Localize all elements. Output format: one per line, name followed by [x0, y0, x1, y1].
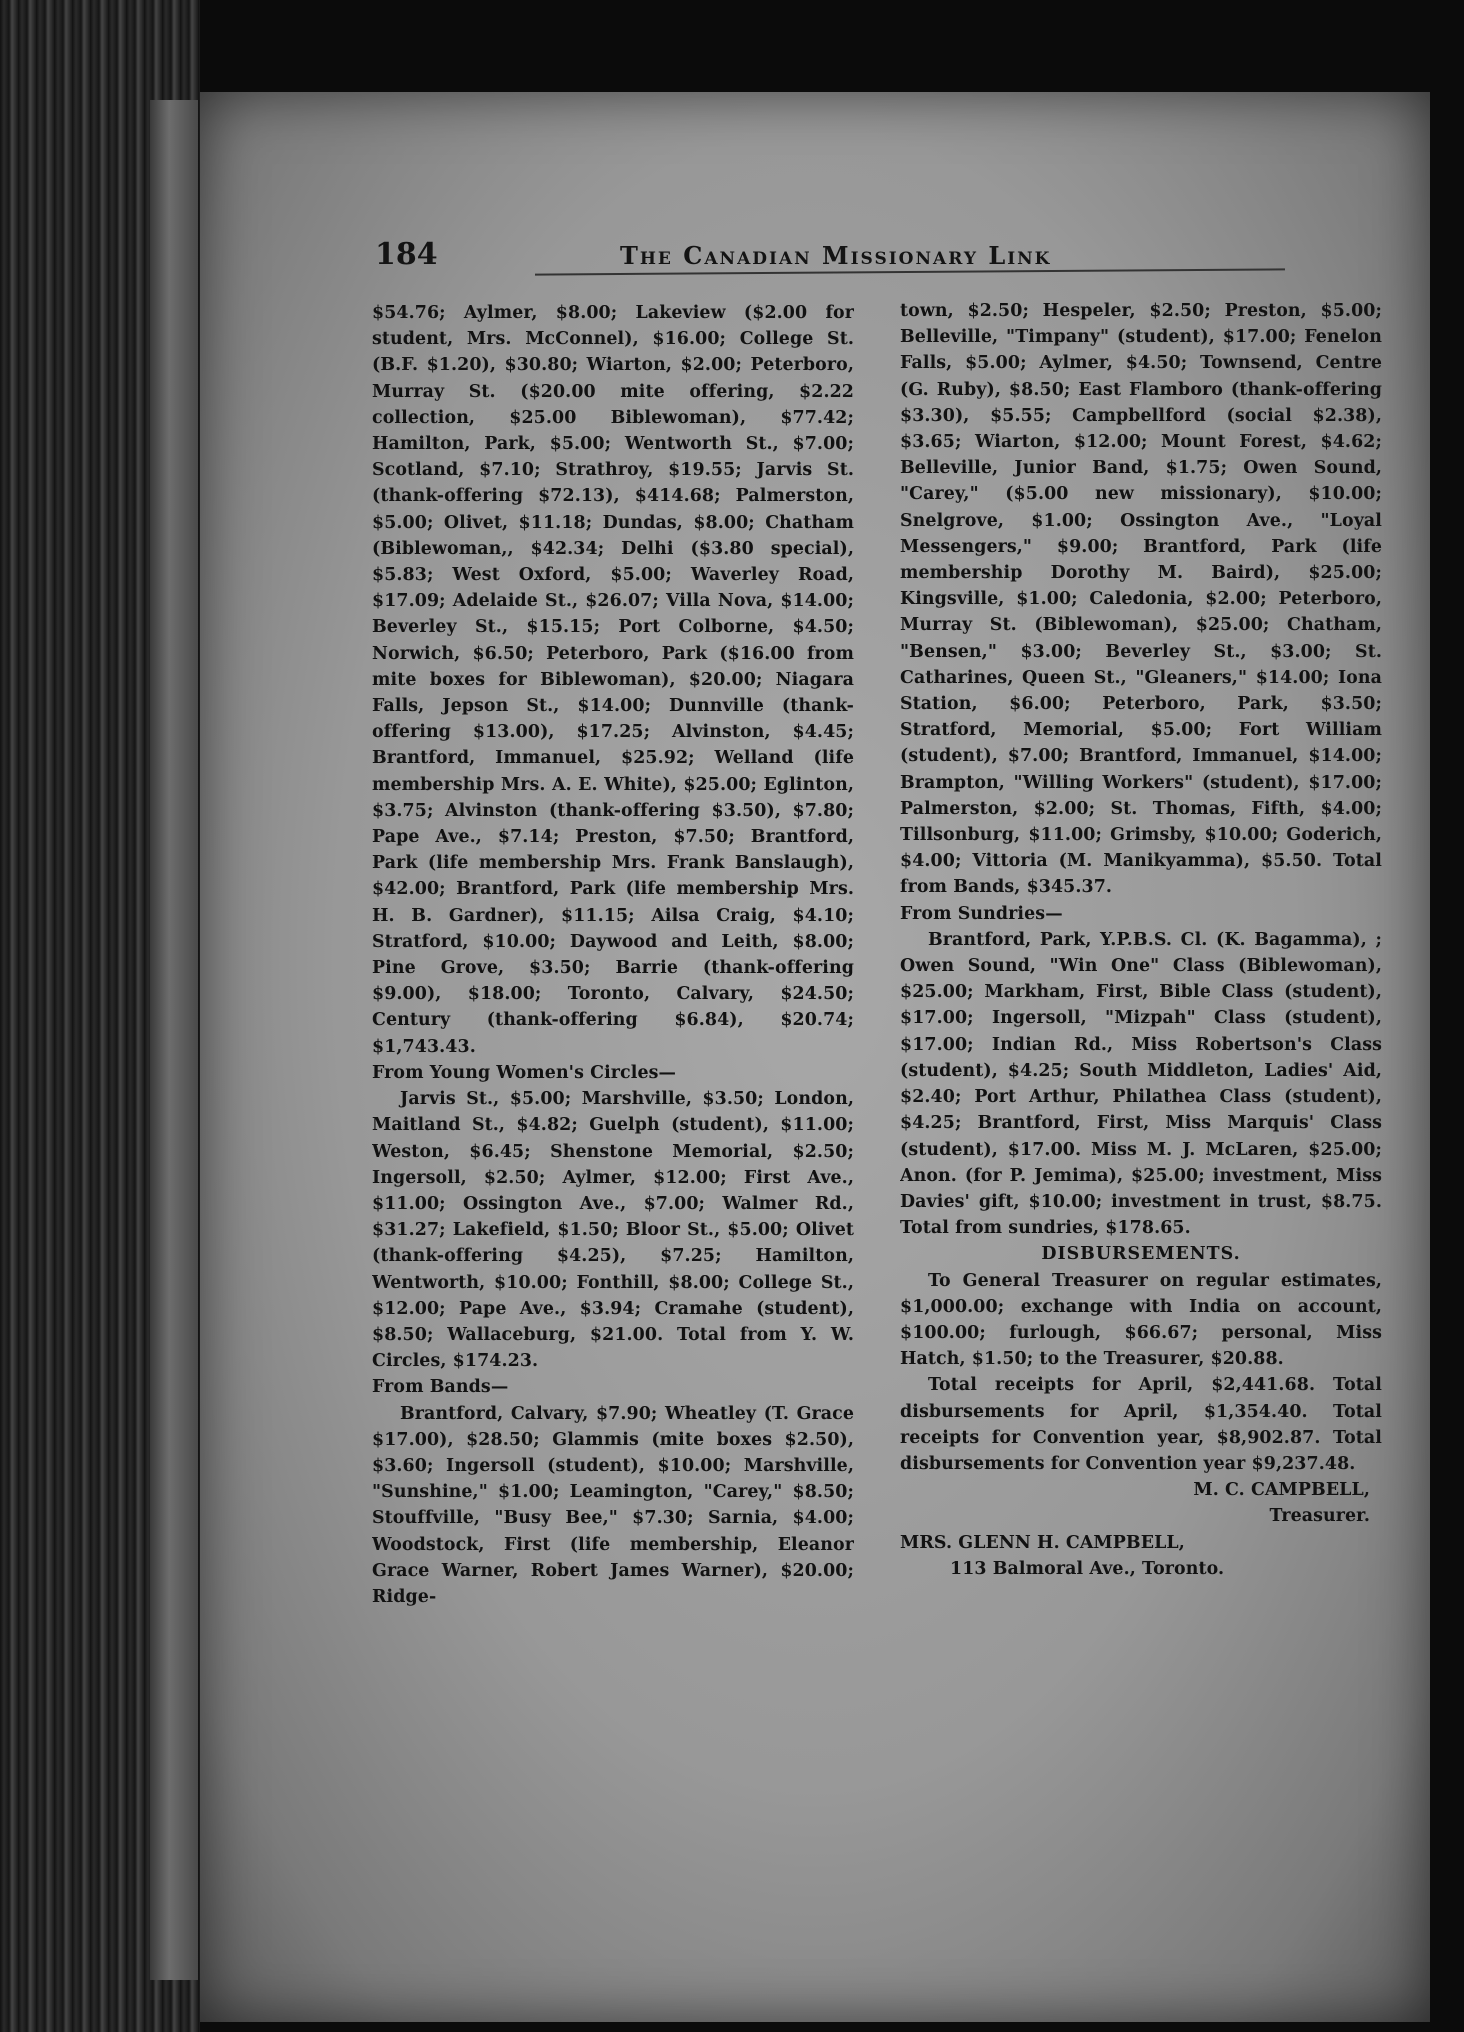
disbursements-paragraph: To General Treasurer on regular estimates, $1,000.00; exchange with India on account, $100.00; furlough, $66.67; personal, Miss Hatch, $1.50; to the Treasurer, $20.88.	[900, 1270, 1382, 1370]
address-line: 113 Balmoral Ave., Toronto.	[950, 1558, 1225, 1579]
sundries-heading: From Sundries—	[900, 903, 1063, 924]
churches-contributions-paragraph: $54.76; Aylmer, $8.00; Lakeview ($2.00 for student, Mrs. McConnel), $16.00; College St. (B.F. $1.20), $30.80; Wiarton, $2.00; Peterboro, Murray St. ($20.00 mite offering, $2.22 collection, $25.00 Biblewoman), $77.42; Hamilton, Park, $5.00; Wentworth St., $7.00; Scotland, $7.10; Strathroy, $19.55; Jarvis St. (thank-offering $72.13), $414.68; Palmerston, $5.00; Olivet, $11.18; Dundas, $8.00; Chatham (Biblewoman,, $42.34; Delhi ($3.80 special), $5.83; West Oxford, $5.00; Waverley Road, $17.09; Adelaide St., $26.07; Villa Nova, $14.00; Beverley St., $15.15; Port Colborne, $4.50; Norwich, $6.50; Peterboro, Park ($16.00 from mite boxes for Biblewoman), $20.00; Niagara Falls, Jepson St., $14.00; Dunnville (thank-offering $13.00), $17.25; Alvinston, $4.45; Brantford, Immanuel, $25.92; Welland (life membership Mrs. A. E. White), $25.00; Eglinton, $3.75; Alvinston (thank-offering $3.50), $7.80; Pape Ave., $7.14; Preston, $7.50; Brantford, Park (life membership Mrs. Frank Banslaugh), $42.00; Brantford, Park (life membership Mrs. H. B. Gardner), $11.15; Ailsa Craig, $4.10; Stratford, $10.00; Daywood and Leith, $8.00; Pine Grove, $3.50; Barrie (thank-offering $9.00), $18.00; Toronto, Calvary, $24.50; Century (thank-offering $6.84), $20.74; $1,743.43.	[372, 303, 854, 1057]
book-spine-edge	[0, 0, 200, 2032]
running-header	[375, 237, 1295, 287]
treasurer-name: M. C. CAMPBELL,	[1193, 1480, 1370, 1501]
young-womens-circles-paragraph: Jarvis St., $5.00; Marshville, $3.50; London, Maitland St., $4.82; Guelph (student), $11.00; Weston, $6.45; Shenstone Memorial, $2.50; Ingersoll, $2.50; Aylmer, $12.00; First Ave., $11.00; Ossington Ave., $7.00; Walmer Rd., $31.27; Lakefield, $1.50; Bloor St., $5.00; Olivet (thank-offering $4.25), $7.25; Hamilton, Wentworth, $10.00; Fonthill, $8.00; College St., $12.00; Pape Ave., $3.94; Cramahe (student), $8.50; Wallaceburg, $21.00. Total from Y. W. Circles, $174.23.	[372, 1089, 854, 1372]
disbursements-heading: DISBURSEMENTS.	[1041, 1244, 1241, 1265]
journal-title: The Canadian Missionary Link	[620, 241, 1052, 270]
bands-heading: From Bands—	[372, 1377, 509, 1398]
bands-paragraph-continued: town, $2.50; Hespeler, $2.50; Preston, $5.00; Belleville, "Timpany" (student), $17.00; Fenelon Falls, $5.00; Aylmer, $4.50; Townsend, Centre (G. Ruby), $8.50; East Flamboro (thank-offering $3.30), $5.55; Campbellford (social $2.38), $3.65; Wiarton, $12.00; Mount Forest, $4.62; Belleville, Junior Band, $1.75; Owen Sound, "Carey," ($5.00 new missionary), $10.00; Snelgrove, $1.00; Ossington Ave., "Loyal Messengers," $9.00; Brantford, Park (life membership Dorothy M. Baird), $25.00; Kingsville, $1.00; Caledonia, $2.00; Peterboro, Murray St. (Biblewoman), $25.00; Chatham, "Bensen," $3.00; Beverley St., $3.00; St. Catharines, Queen St., "Gleaners," $14.00; Iona Station, $6.00; Peterboro, Park, $3.50; Stratford, Memorial, $5.00; Fort William (student), $7.00; Brantford, Immanuel, $14.00; Brampton, "Willing Workers" (student), $17.00; Palmerston, $2.00; St. Thomas, Fifth, $4.00; Tillsonburg, $11.00; Grimsby, $10.00; Goderich, $4.00; Vittoria (M. Manikyamma), $5.50. Total from Bands, $345.37.	[900, 301, 1382, 898]
bands-paragraph-start: Brantford, Calvary, $7.90; Wheatley (T. Grace $17.00), $28.50; Glammis (mite boxes $2.50), $3.60; Ingersoll (student), $10.00; Marshville, "Sunshine," $1.00; Leamington, "Carey," $8.50; Stouffville, "Busy Bee," $7.30; Sarnia, $4.00; Woodstock, First (life membership, Eleanor Grace Warner, Robert James Warner), $20.00; Ridge-	[372, 1403, 854, 1607]
page-number: 184	[375, 237, 438, 272]
totals-paragraph: Total receipts for April, $2,441.68. Total disbursements for April, $1,354.40. Total receipts for Convention year, $8,902.87. Total disbursements for Convention year $9,237.48.	[900, 1375, 1382, 1474]
book-page	[200, 92, 1430, 2022]
treasurer-title: Treasurer.	[1269, 1506, 1370, 1527]
address-name: MRS. GLENN H. CAMPBELL,	[900, 1532, 1185, 1553]
young-womens-circles-heading: From Young Women's Circles—	[372, 1062, 677, 1083]
left-column	[372, 300, 854, 1910]
sundries-paragraph: Brantford, Park, Y.P.B.S. Cl. (K. Bagamma), ; Owen Sound, "Win One" Class (Biblewoman), $25.00; Markham, First, Bible Class (student), $17.00; Ingersoll, "Mizpah" Class (student), $17.00; Indian Rd., Miss Robertson's Class (student), $4.25; South Middleton, Ladies' Aid, $2.40; Port Arthur, Philathea Class (student), $4.25; Brantford, First, Miss Marquis' Class (student), $17.00. Miss M. J. McLaren, $25.00; Anon. (for P. Jemima), $25.00; investment, Miss Davies' gift, $10.00; investment in trust, $8.75. Total from sundries, $178.65.	[900, 929, 1382, 1239]
right-column	[900, 298, 1382, 1908]
